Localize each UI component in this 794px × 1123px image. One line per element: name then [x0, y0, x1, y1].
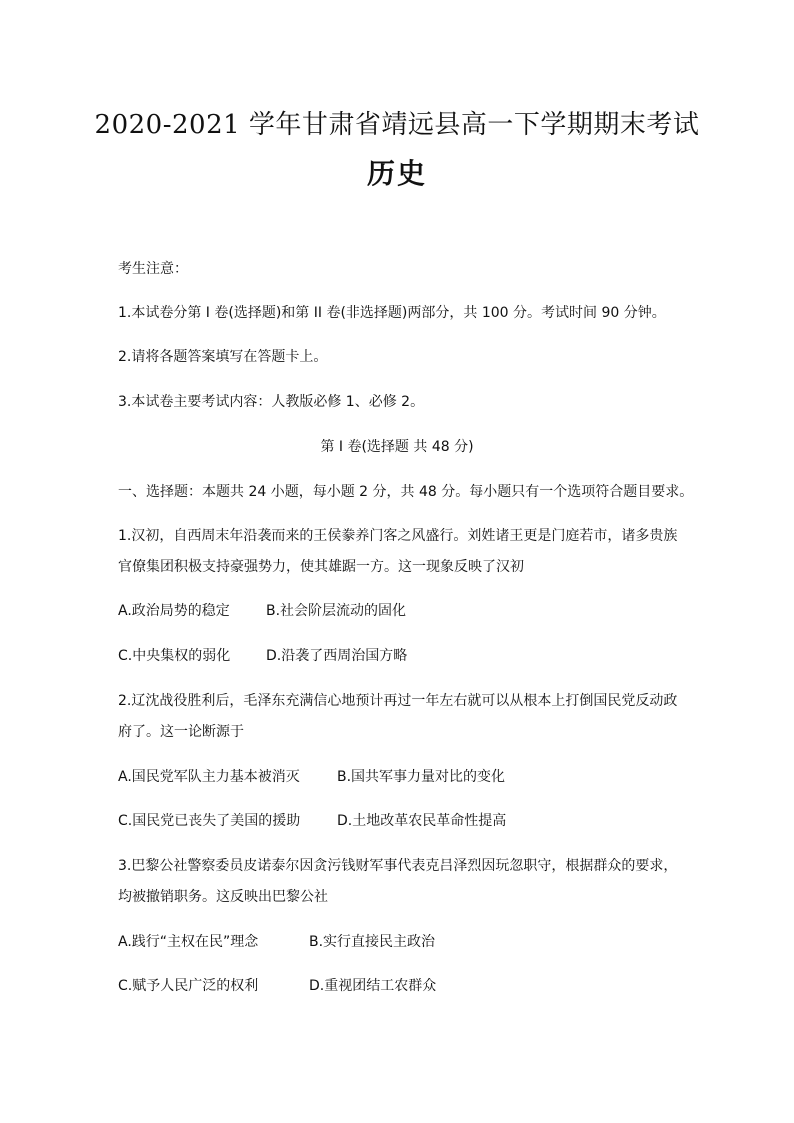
notice-item-2: 2.请将各题答案填写在答题卡上。	[118, 349, 328, 365]
section-title: 第 I 卷(选择题 共 48 分)	[320, 439, 474, 455]
question-3-stem-line-1: 3.巴黎公社警察委员皮诺泰尔因贪污钱财军事代表克吕泽烈因玩忽职守，根据群众的要求，	[118, 858, 678, 874]
question-2-stem-line-1: 2.辽沈战役胜利后，毛泽东充满信心地预计再过一年左右就可以从根本上打倒国民党反动政	[118, 693, 678, 709]
question-1-stem-line-1: 1.汉初，自西周末年沿袭而来的王侯豢养门客之风盛行。刘姓诸王更是门庭若市，诸多贵族	[118, 528, 678, 544]
question-1-stem-line-2: 官僚集团积极支持豪强势力，使其雄踞一方。这一现象反映了汉初	[118, 559, 524, 575]
notice-heading: 考生注意：	[118, 261, 188, 277]
subject-title: 历史	[366, 157, 427, 190]
notice-item-3: 3.本试卷主要考试内容：人教版必修 1、必修 2。	[118, 394, 425, 410]
question-1-option-d: D.沿袭了西周治国方略	[266, 648, 408, 664]
question-2-option-b: B.国共军事力量对比的变化	[337, 769, 506, 785]
question-3-option-c: C.赋予人民广泛的权利	[118, 978, 259, 994]
question-3-option-b: B.实行直接民主政治	[309, 934, 436, 950]
question-3-stem-line-2: 均被撤销职务。这反映出巴黎公社	[118, 889, 328, 905]
question-2-option-d: D.土地改革农民革命性提高	[337, 813, 507, 829]
question-3-option-d: D.重视团结工农群众	[309, 978, 437, 994]
question-1-option-b: B.社会阶层流动的固化	[266, 603, 407, 619]
notice-item-1: 1.本试卷分第 I 卷(选择题)和第 II 卷(非选择题)两部分，共 100 分。考试时间 90 分钟。	[118, 305, 666, 321]
question-2-option-c: C.国民党已丧失了美国的援助	[118, 813, 301, 829]
question-2-stem-line-2: 府了。这一论断源于	[118, 724, 244, 740]
question-1-option-a: A.政治局势的稳定	[118, 603, 230, 619]
section-instruction: 一、选择题：本题共 24 小题，每小题 2 分，共 48 分。每小题只有一个选项符合题目要求。	[118, 484, 694, 500]
exam-title: 2020-2021 学年甘肃省靖远县高一下学期期末考试	[94, 110, 700, 140]
question-3-option-a: A.践行“主权在民”理念	[118, 934, 259, 950]
question-1-option-c: C.中央集权的弱化	[118, 648, 231, 664]
question-2-option-a: A.国民党军队主力基本被消灭	[118, 769, 300, 785]
